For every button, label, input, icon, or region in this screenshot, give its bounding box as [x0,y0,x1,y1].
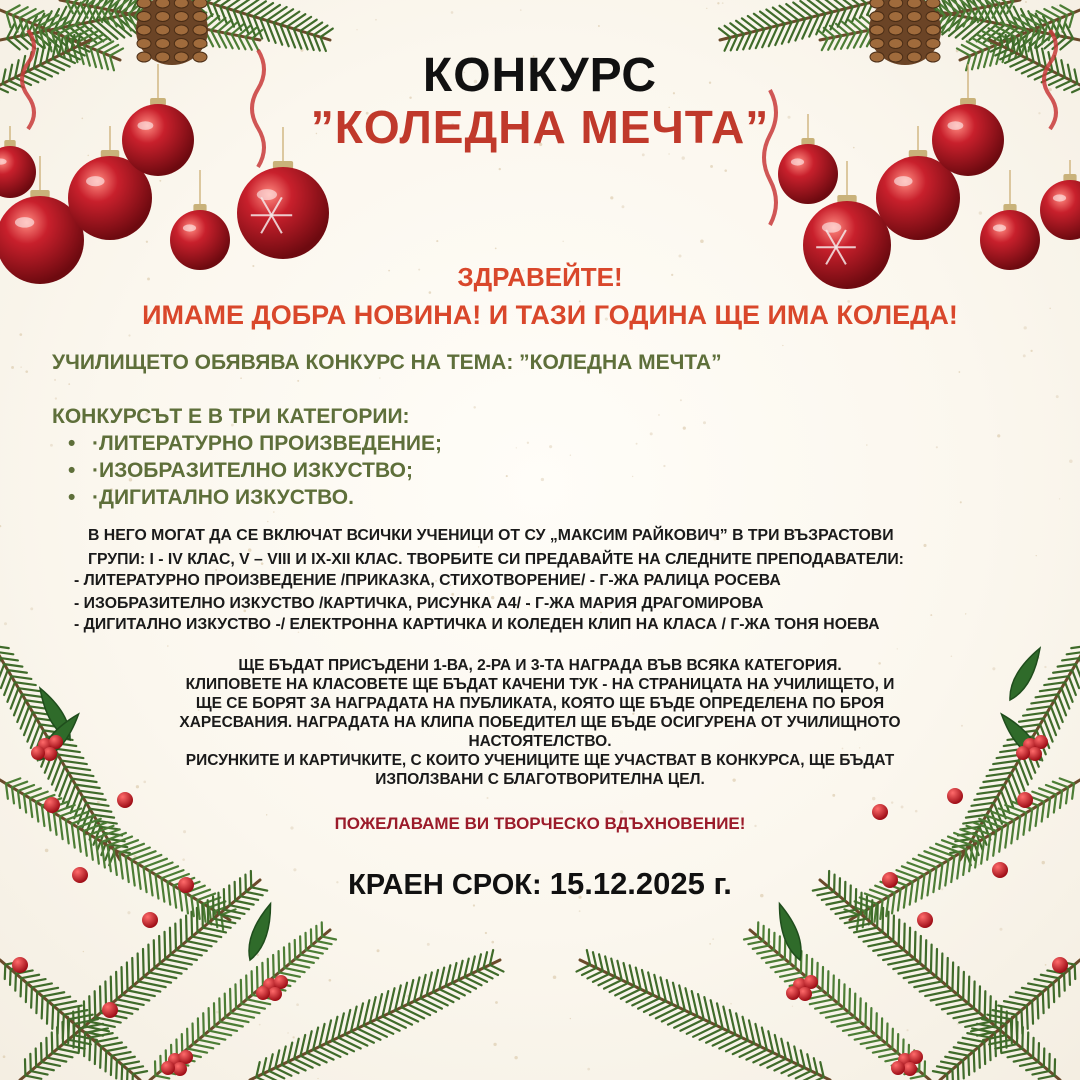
greeting-hello: ЗДРАВЕЙТЕ! [457,262,623,292]
awards-line: ЩЕ БЪДАТ ПРИСЪДЕНИ 1-ВА, 2-РА И 3-ТА НАГРАДА ВЪВ ВСЯКА КАТЕГОРИЯ. [238,657,842,674]
contest-name: ”КОЛЕДНА МЕЧТА” [310,101,770,153]
greeting-news: ИМАМЕ ДОБРА НОВИНА! И ТАЗИ ГОДИНА ЩЕ ИМА КОЛЕДА! [142,300,958,330]
category-item-literature: • ·ЛИТЕРАТУРНО ПРОИЗВЕДЕНИЕ; [68,430,442,457]
poster-title: КОНКУРС [422,49,658,102]
berry [1052,957,1068,973]
pine-branch [20,871,267,1080]
ornament [980,170,1040,270]
awards-line: ЩЕ СЕ БОРЯТ ЗА НАГРАДАТА НА ПУБЛИКАТА, КОЯТО ЩЕ БЪДЕ ОПРЕДЕЛЕНА ПО БРОЯ [195,695,885,712]
berry [102,1002,118,1018]
holly-leaf [243,901,277,962]
berry [1017,792,1033,808]
deadline [0,866,1080,902]
awards-line: НАСТОЯТЕЛСТВО. [468,733,612,750]
berry [117,792,133,808]
deadline-date: 15.12.2025 г. [549,866,732,901]
categories-list [68,430,442,511]
pine-branch [200,0,333,51]
awards-line: ИЗПОЛЗВАНИ С БЛАГОТВОРИТЕЛНА ЦЕЛ. [375,771,705,788]
announcement: УЧИЛИЩЕТО ОБЯВЯВА КОНКУРС НА ТЕМА: ”КОЛЕДНА МЕЧТА” [52,351,722,374]
category-item-fine-art: • ·ИЗОБРАЗИТЕЛНО ИЗКУСТВО; [68,457,442,484]
berry-cluster [256,975,288,1001]
awards-line: РИСУНКИТЕ И КАРТИЧКИТЕ, С КОИТО УЧЕНИЦИТЕ ЩЕ УЧАСТВАТ В КОНКУРСА, ЩЕ БЪДАТ [185,752,895,769]
categories-heading: КОНКУРСЪТ Е В ТРИ КАТЕГОРИИ: [52,405,410,428]
berry [917,912,933,928]
details-line: - ЛИТЕРАТУРНО ПРОИЗВЕДЕНИЕ /ПРИКАЗКА, СТИХОТВОРЕНИЕ/ - Г-ЖА РАЛИЦА РОСЕВА [74,572,781,589]
details-line: - ИЗОБРАЗИТЕЛНО ИЗКУСТВО /КАРТИЧКА, РИСУНКА А4/ - Г-ЖА МАРИЯ ДРАГОМИРОВА [74,595,764,612]
ornament [1040,160,1080,240]
details-line: ГРУПИ: I - IV КЛАС, V – VIII И IX-XII КЛАС. ТВОРБИТЕ СИ ПРЕДАВАЙТЕ НА СЛЕДНИТЕ ПРЕПОДАВАТЕЛИ: [88,551,904,568]
details-line: - ДИГИТАЛНО ИЗКУСТВО -/ ЕЛЕКТРОННА КАРТИЧКА И КОЛЕДЕН КЛИП НА КЛАСА / Г-ЖА ТОНЯ НОЕВА [74,616,880,633]
category-item-digital-art: • ·ДИГИТАЛНО ИЗКУСТВО. [68,484,442,511]
pine-branch [813,871,1060,1080]
berry [142,912,158,928]
awards-line: ХАРЕСВАНИЯ. НАГРАДАТА НА КЛИПА ПОБЕДИТЕЛ ЩЕ БЪДЕ ОСИГУРЕНА ОТ УЧИЛИЩНОТО [179,714,901,731]
deadline-label: КРАЕН СРОК: [348,869,542,901]
ornament [170,170,230,270]
awards-line: КЛИПОВЕТЕ НА КЛАСОВЕТЕ ЩЕ БЪДАТ КАЧЕНИ ТУК - НА СТРАНИЦАТА НА УЧИЛИЩЕТО, И [185,676,895,693]
berry [12,957,28,973]
details-line: В НЕГО МОГАТ ДА СЕ ВКЛЮЧАТ ВСИЧКИ УЧЕНИЦИ ОТ СУ „МАКСИМ РАЙКОВИЧ” В ТРИ ВЪЗРАСТОВИ [88,527,894,544]
wish-message: ПОЖЕЛАВАМЕ ВИ ТВОРЧЕСКО ВДЪХНОВЕНИЕ! [334,814,746,833]
berry [44,797,60,813]
